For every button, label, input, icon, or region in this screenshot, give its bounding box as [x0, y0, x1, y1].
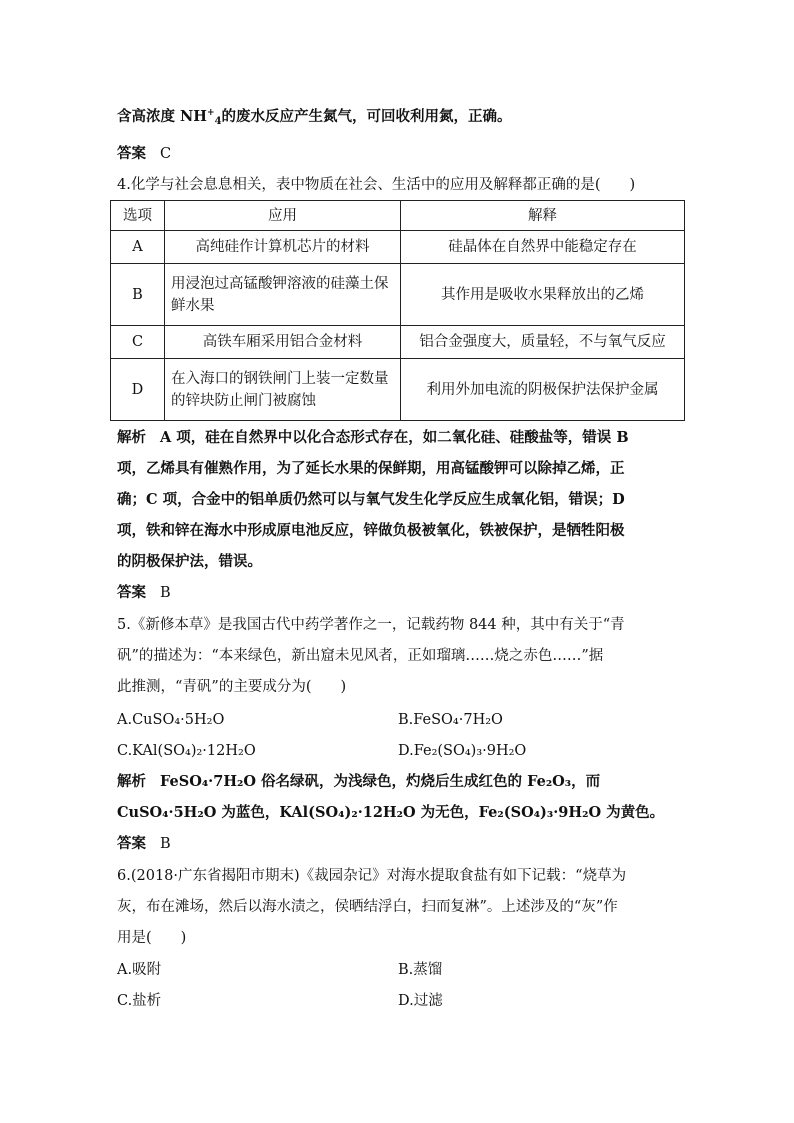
q6-stem-line: 6.(2018·广东省揭阳市期末)《裁园杂记》对海水提取食盐有如下记载：“烧草为: [117, 868, 627, 884]
answer-value: B: [160, 585, 171, 601]
intro-line: [117, 107, 512, 127]
row-option: C: [111, 326, 165, 359]
answer-label: 答案: [117, 145, 146, 162]
q5-option-a: A.CuSO₄·5H₂O: [117, 712, 225, 728]
q4-stem: 4.化学与社会息息相关，表中物质在社会、生活中的应用及解释都正确的是( ): [117, 177, 636, 193]
answer-row-5: [117, 834, 171, 854]
q4-analysis-line: 项，乙烯具有催熟作用，为了延长水果的保鲜期，用高锰酸钾可以除掉乙烯，正: [117, 460, 625, 477]
q4-analysis-line: 的阴极保护法，错误。: [117, 553, 262, 570]
q5-analysis-line: CuSO₄·5H₂O 为蓝色，KAl(SO₄)₂·12H₂O 为无色，Fe₂(SO₄)₃·9H₂O 为黄色。: [117, 804, 665, 821]
row-application: 用浸泡过高锰酸钾溶液的硅藻土保鲜水果: [165, 264, 401, 326]
q5-option-c: C.KAl(SO₄)₂·12H₂O: [117, 743, 256, 759]
row-option: D: [111, 359, 165, 421]
analysis-label: 解析: [117, 429, 146, 446]
analysis-label: 解析: [117, 773, 146, 790]
analysis-text: FeSO₄·7H₂O 俗名绿矾，为浅绿色，灼烧后生成红色的 Fe₂O₃，而: [160, 773, 601, 790]
row-explanation: 利用外加电流的阴极保护法保护金属: [401, 359, 685, 421]
analysis-text: A 项，硅在自然界中以化合态形式存在，如二氧化硅、硅酸盐等，错误 B: [160, 429, 629, 446]
intro-text-a: 含高浓度 NH: [117, 108, 208, 125]
row-application: 高纯硅作计算机芯片的材料: [165, 231, 401, 264]
q6-stem-line: 用是( ): [117, 930, 187, 946]
row-explanation: 铝合金强度大，质量轻，不与氧气反应: [401, 326, 685, 359]
row-option: B: [111, 264, 165, 326]
q4-analysis-line: 确；C 项，合金中的铝单质仍然可以与氧气发生化学反应生成氧化铝，错误；D: [117, 491, 625, 508]
answer-label: 答案: [117, 835, 146, 852]
q5-option-b: B.FeSO₄·7H₂O: [398, 712, 503, 728]
header-application: 应用: [165, 201, 401, 231]
q6-option-a: A.吸附: [117, 962, 162, 978]
row-application: 在入海口的钢铁闸门上装一定数量的锌块防止闸门被腐蚀: [165, 359, 401, 421]
nh4-subscript: 4: [214, 116, 222, 127]
answer-row-3: [117, 144, 171, 164]
q6-option-d: D.过滤: [398, 993, 443, 1009]
table-row: [111, 231, 685, 264]
q5-option-d: D.Fe₂(SO₄)₃·9H₂O: [398, 743, 527, 759]
row-explanation: 其作用是吸收水果释放出的乙烯: [401, 264, 685, 326]
q4-table: [110, 200, 685, 421]
row-option: A: [111, 231, 165, 264]
q6-stem-line: 灰，布在滩场，然后以海水渍之，侯晒结浮白，扫而复淋”。上述涉及的“灰”作: [117, 899, 618, 915]
q5-stem-line: 矾”的描述为：“本来绿色，新出窟未见风者，正如瑠璃……烧之赤色……”据: [117, 648, 604, 664]
q4-analysis-line: 项，铁和锌在海水中形成原电池反应，锌做负极被氧化，铁被保护，是牺牲阳极: [117, 522, 625, 539]
q5-stem-line: 此推测，“青矾”的主要成分为( ): [117, 679, 347, 695]
table-row: [111, 326, 685, 359]
answer-label: 答案: [117, 584, 146, 601]
row-explanation: 硅晶体在自然界中能稳定存在: [401, 231, 685, 264]
answer-value: B: [160, 836, 171, 852]
q5-analysis-line: [117, 772, 600, 792]
q6-option-c: C.盐析: [117, 993, 162, 1009]
q6-option-b: B.蒸馏: [398, 962, 443, 978]
nh4-superscript: +: [207, 108, 215, 118]
q5-stem-line: 5.《新修本草》是我国古代中药学著作之一，记载药物 844 种，其中有关于“青: [117, 617, 625, 633]
intro-text-b: 的废水反应产生氮气，可回收利用氮，正确。: [221, 108, 512, 125]
q4-analysis-line: [117, 428, 629, 448]
header-option: 选项: [111, 201, 165, 231]
header-explanation: 解释: [401, 201, 685, 231]
table-header-row: [111, 201, 685, 231]
row-application: 高铁车厢采用铝合金材料: [165, 326, 401, 359]
answer-value: C: [160, 146, 172, 162]
answer-row-4: [117, 583, 171, 603]
table-row: [111, 359, 685, 421]
table-row: [111, 264, 685, 326]
